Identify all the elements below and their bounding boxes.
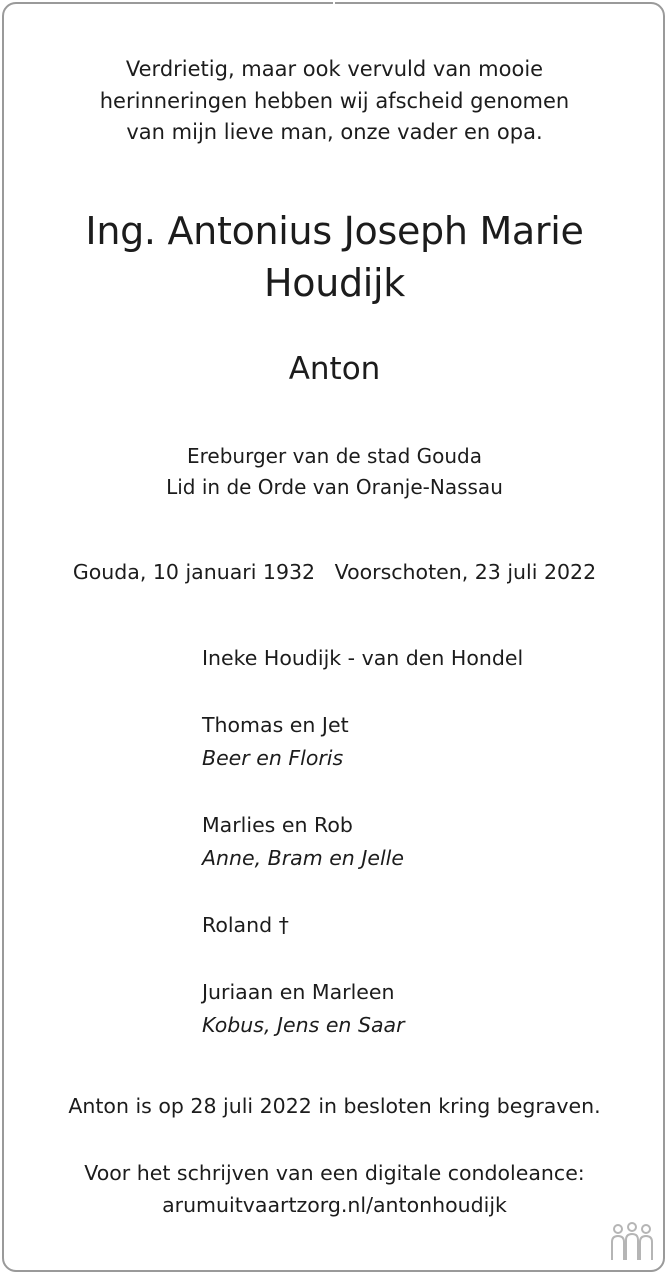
family-primary: Juriaan en Marleen bbox=[202, 980, 395, 1004]
condolence-text: Voor het schrijven van een digitale condoleance: bbox=[84, 1161, 585, 1185]
family-grandchildren: Anne, Bram en Jelle bbox=[202, 846, 404, 870]
life-dates bbox=[0, 557, 669, 587]
intro-line-1: Verdrietig, maar ook vervuld van mooie bbox=[125, 57, 544, 81]
intro-line-2: herinneringen hebben wij afscheid genomen bbox=[99, 88, 570, 113]
family-grandchildren: Beer en Floris bbox=[202, 746, 344, 770]
intro-line-3: van mijn lieve man, onze vader en opa. bbox=[126, 120, 543, 144]
top-edge-mark bbox=[333, 0, 335, 6]
family-primary: Ineke Houdijk - van den Hondel bbox=[202, 646, 524, 670]
birth-date: Gouda, 10 januari 1932 bbox=[72, 560, 316, 584]
death-date: Voorschoten, 23 juli 2022 bbox=[334, 560, 597, 584]
family-figures-icon bbox=[608, 1222, 656, 1262]
condolence-url[interactable]: arumuitvaartzorg.nl/antonhoudijk bbox=[162, 1193, 507, 1217]
honors bbox=[0, 441, 669, 503]
family-group bbox=[202, 976, 642, 1042]
family-group bbox=[202, 809, 642, 875]
family-primary: Thomas en Jet bbox=[202, 713, 349, 737]
honor-line-2: Lid in de Orde van Oranje-Nassau bbox=[166, 475, 503, 499]
deceased-full-name bbox=[0, 205, 669, 309]
honor-line-1: Ereburger van de stad Gouda bbox=[187, 444, 482, 468]
announcement-card bbox=[2, 2, 665, 1272]
family-group bbox=[202, 709, 642, 775]
full-name-line-2: Houdijk bbox=[263, 261, 406, 305]
family-primary: Roland † bbox=[202, 913, 289, 937]
family-grandchildren: Kobus, Jens en Saar bbox=[202, 1013, 405, 1037]
funeral-notice: Anton is op 28 juli 2022 in besloten kring begraven. bbox=[68, 1094, 601, 1118]
family-primary: Marlies en Rob bbox=[202, 813, 353, 837]
condolence-info bbox=[0, 1157, 669, 1221]
full-name-line-1: Ing. Antonius Joseph Marie bbox=[85, 209, 584, 253]
family-list bbox=[202, 642, 642, 1076]
family-group bbox=[202, 642, 642, 675]
intro-text bbox=[0, 54, 669, 149]
family-group bbox=[202, 909, 642, 942]
call-name: Anton bbox=[288, 351, 381, 387]
